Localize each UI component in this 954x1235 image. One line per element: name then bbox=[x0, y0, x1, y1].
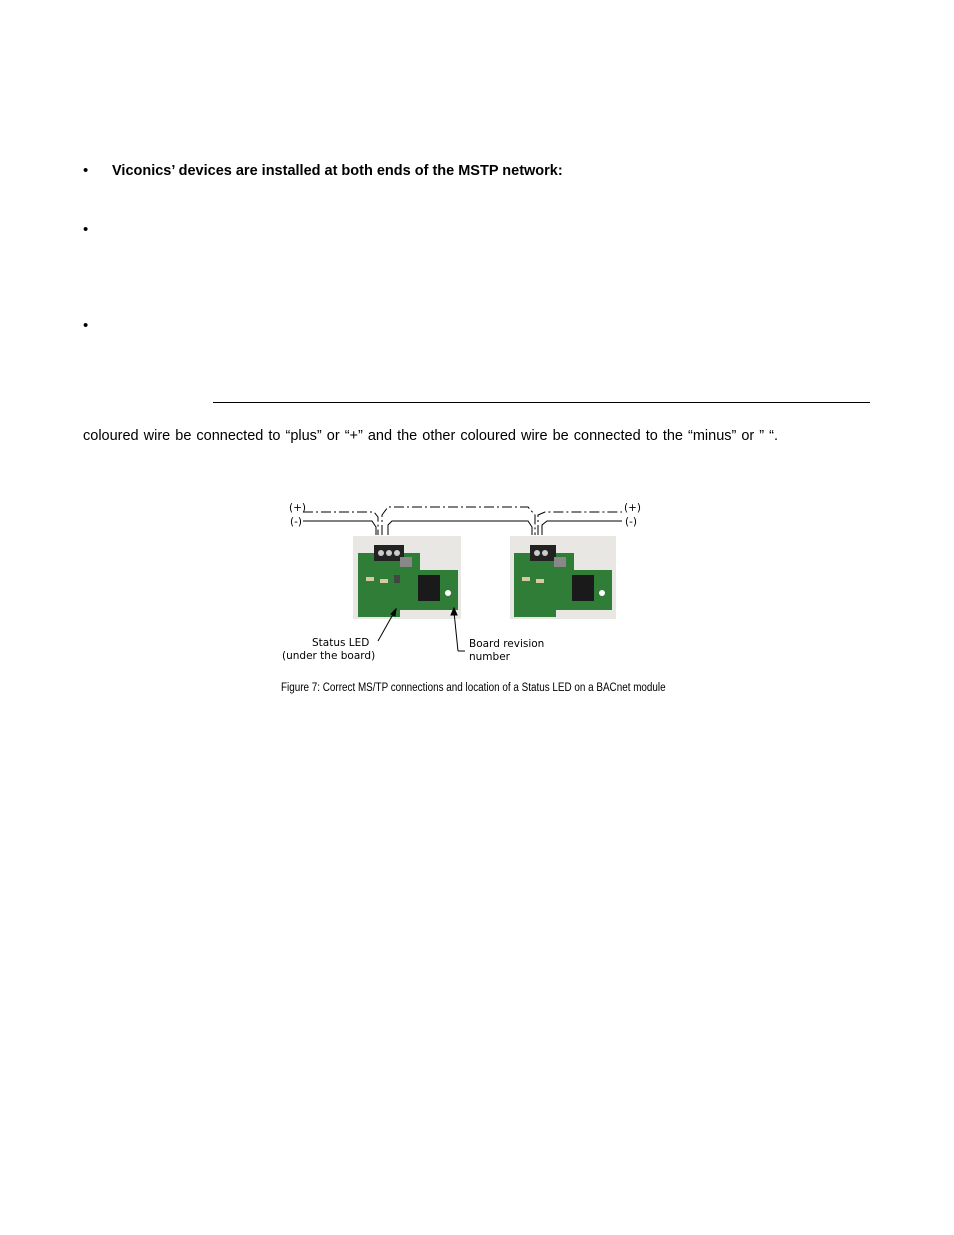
bullet-marker-1: • bbox=[83, 162, 89, 179]
figure-7 bbox=[270, 495, 650, 670]
plus-label-left: (+) bbox=[289, 502, 306, 514]
wiring-diagram bbox=[270, 495, 650, 670]
minus-wire bbox=[303, 521, 622, 535]
status-led-label-line2: (under the board) bbox=[282, 650, 376, 662]
minus-label-right: (-) bbox=[625, 516, 637, 528]
board-revision-label-line1: Board revision bbox=[469, 638, 545, 650]
bullet-marker-3: • bbox=[83, 317, 89, 334]
status-led-label-line1: Status LED bbox=[312, 637, 370, 649]
figure-caption: Figure 7: Correct MS/TP connections and location of a Status LED on a BACnet module bbox=[281, 682, 666, 694]
body-paragraph: coloured wire be connected to “plus” or “+” and the other coloured wire be connected to the “minus” or ” “. bbox=[83, 428, 779, 444]
plus-label-right: (+) bbox=[624, 502, 641, 514]
horizontal-rule bbox=[213, 402, 870, 403]
bacnet-module-left bbox=[353, 536, 461, 619]
bullet-marker-2: • bbox=[83, 221, 89, 238]
bullet-text-1: Viconics’ devices are installed at both ends of the MSTP network: bbox=[112, 163, 563, 179]
minus-label-left: (-) bbox=[290, 516, 302, 528]
bacnet-module-right bbox=[510, 536, 616, 619]
board-revision-label-line2: number bbox=[469, 651, 510, 663]
